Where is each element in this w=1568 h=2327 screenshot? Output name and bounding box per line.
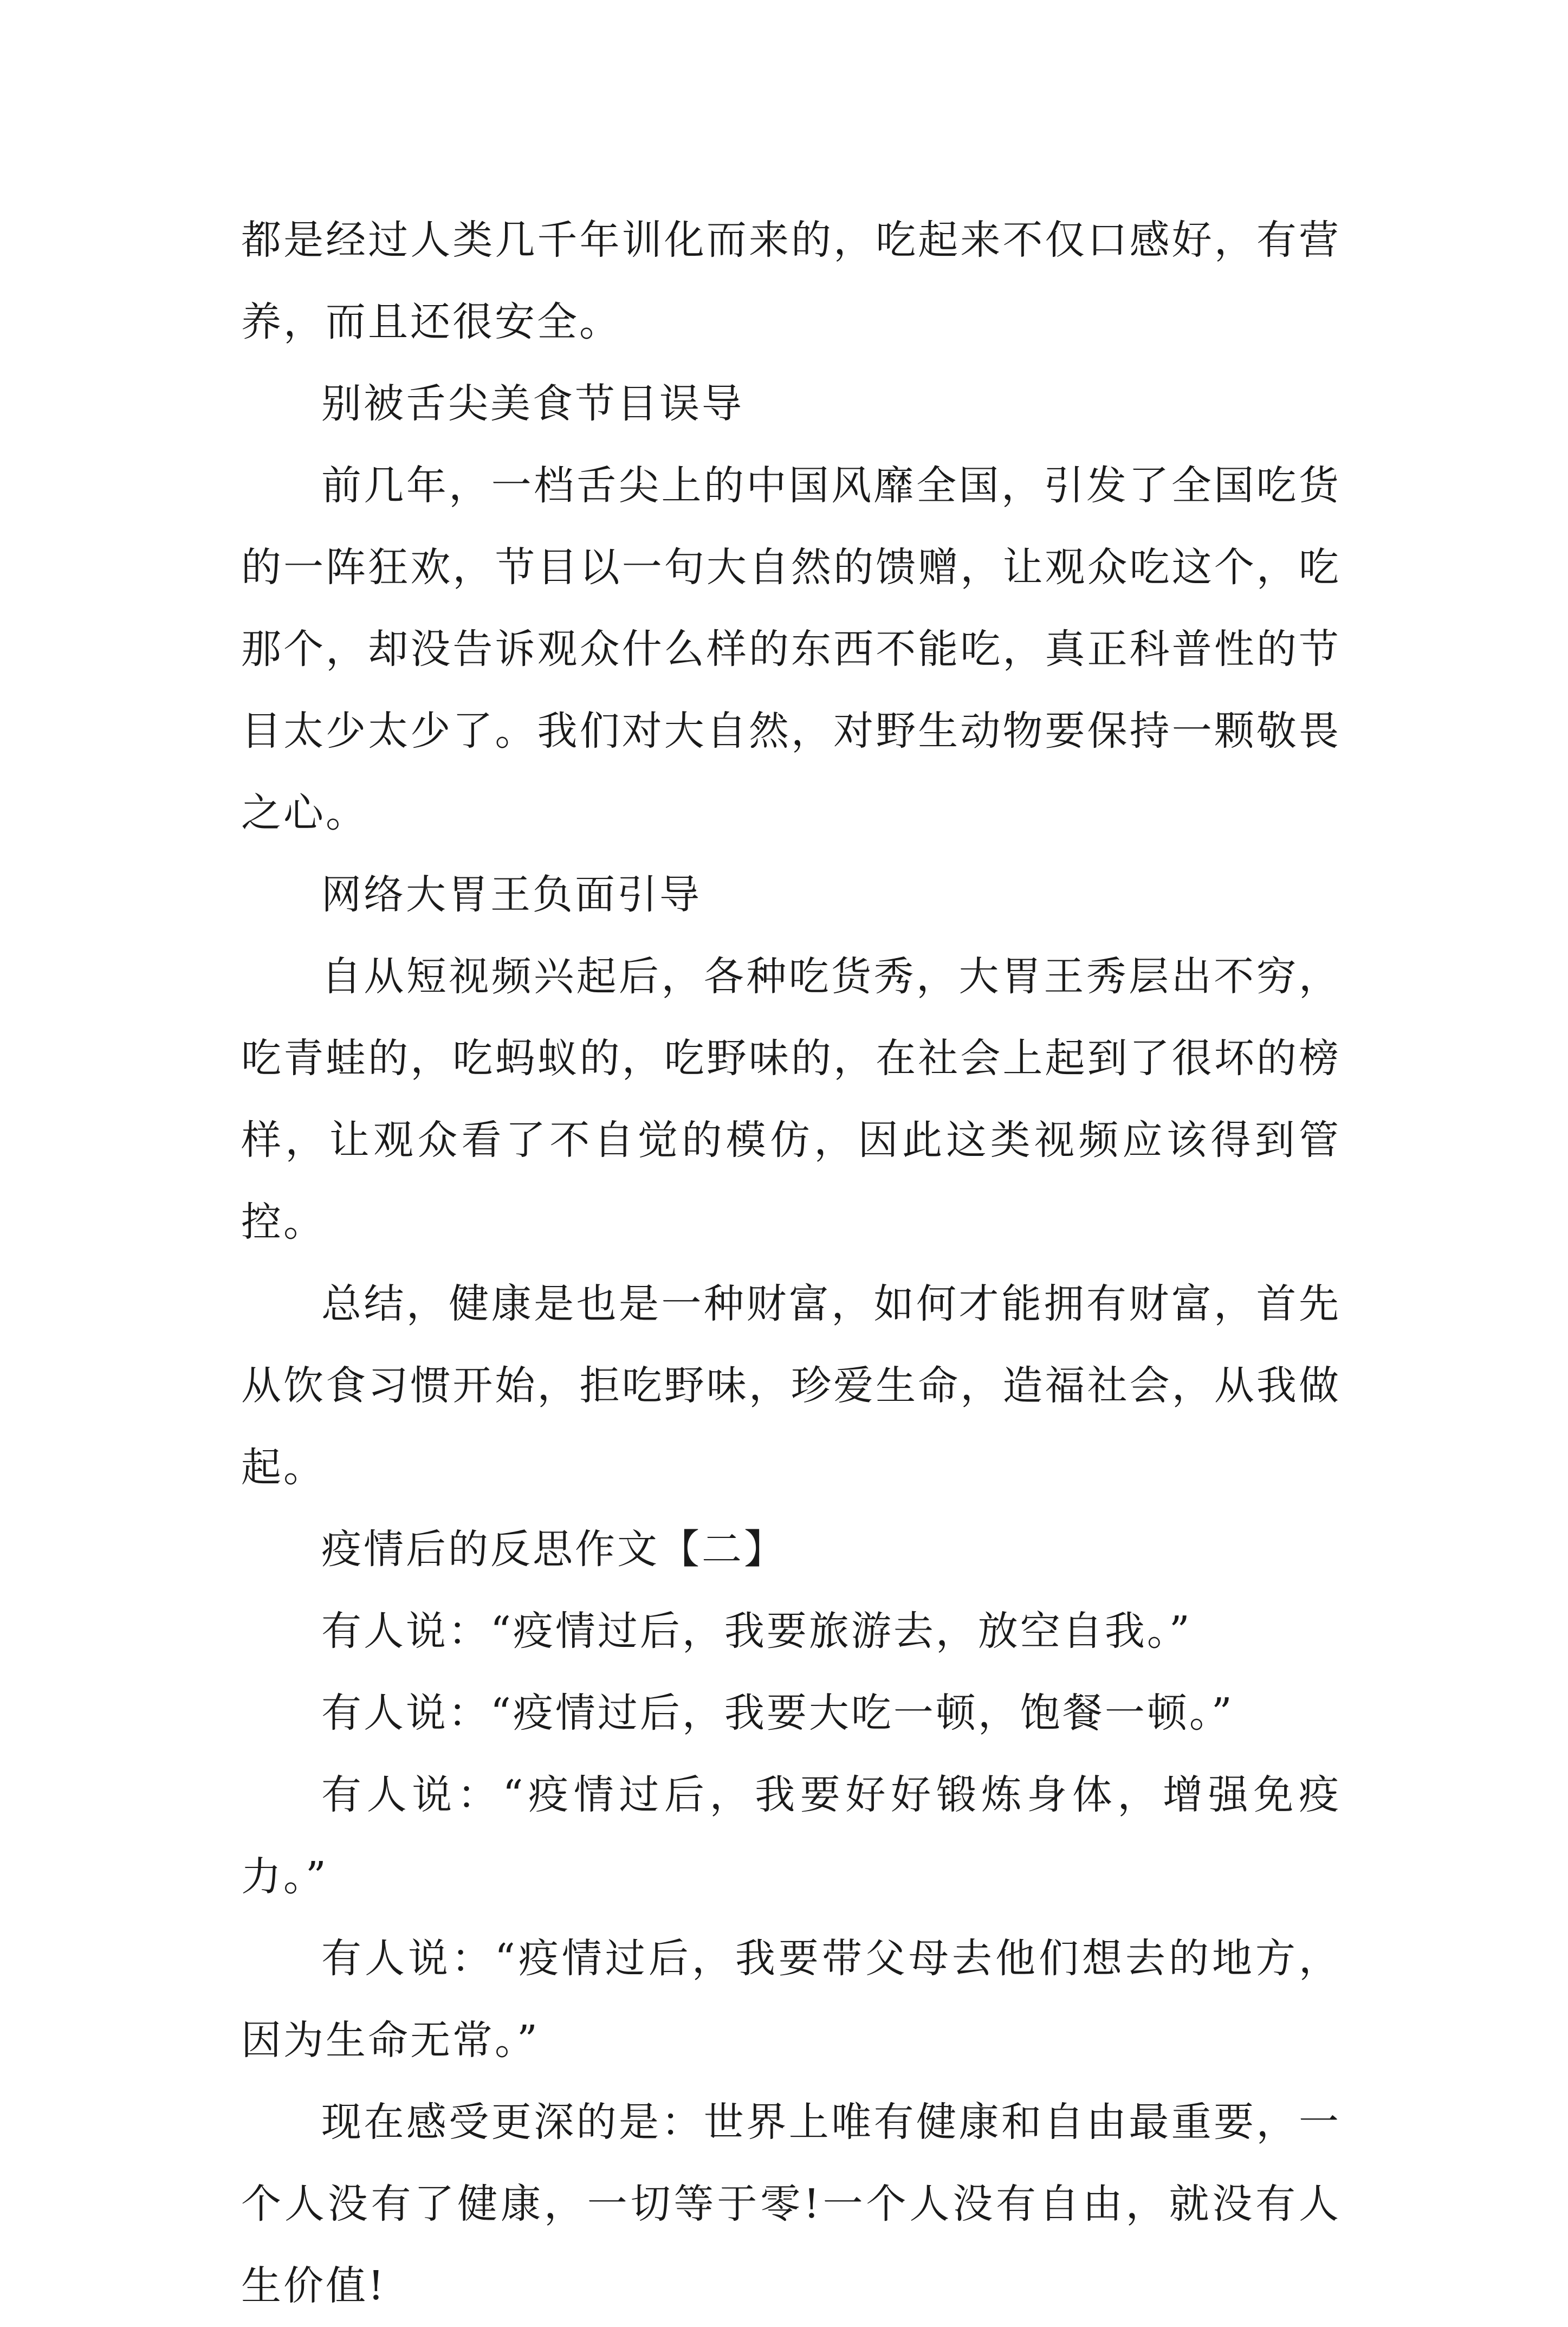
section-heading-food-shows: 别被舌尖美食节目误导 [321, 380, 744, 427]
paragraph-quote-2: 有人说：“疫情过后，我要大吃一顿，饱餐一顿。” [321, 1690, 1234, 1736]
paragraph-reflection: 现在感受更深的是：世界上唯有健康和自由最重要，一个人没有了健康，一切等于零!一个人没有自由，就没有人生价值! [241, 2099, 1341, 2309]
paragraph-quote-3: 有人说：“疫情过后，我要好好锻炼身体，增强免疫力。” [241, 1772, 1341, 1900]
essay-title-two: 疫情后的反思作文【二】 [321, 1526, 786, 1573]
paragraph-continued: 都是经过人类几千年训化而来的，吃起来不仅口感好，有营养，而且还很安全。 [241, 217, 1341, 345]
paragraph-quote-4: 有人说：“疫情过后，我要带父母去他们想去的地方，因为生命无常。” [241, 1935, 1341, 2064]
paragraph-quote-1: 有人说：“疫情过后，我要旅游去，放空自我。” [321, 1608, 1192, 1654]
paragraph-summary: 总结，健康是也是一种财富，如何才能拥有财富，首先从饮食习惯开始，拒吃野味，珍爱生命，造福社会，从我做起。 [241, 1281, 1341, 1491]
paragraph-mukbang: 自从短视频兴起后，各种吃货秀，大胃王秀层出不穷，吃青蛙的，吃蚂蚁的，吃野味的，在社会上起到了很坏的榜样，让观众看了不自觉的模仿，因此这类视频应该得到管控。 [241, 953, 1341, 1245]
paragraph-food-shows: 前几年，一档舌尖上的中国风靡全国，引发了全国吃货的一阵狂欢，节目以一句大自然的馈赠，让观众吃这个，吃那个，却没告诉观众什么样的东西不能吃，真正科普性的节目太少太少了。我们对大自然，对野生动物要保持一颗敬畏之心。 [241, 462, 1341, 836]
document-body [241, 199, 1341, 2327]
section-heading-mukbang: 网络大胃王负面引导 [321, 871, 702, 918]
